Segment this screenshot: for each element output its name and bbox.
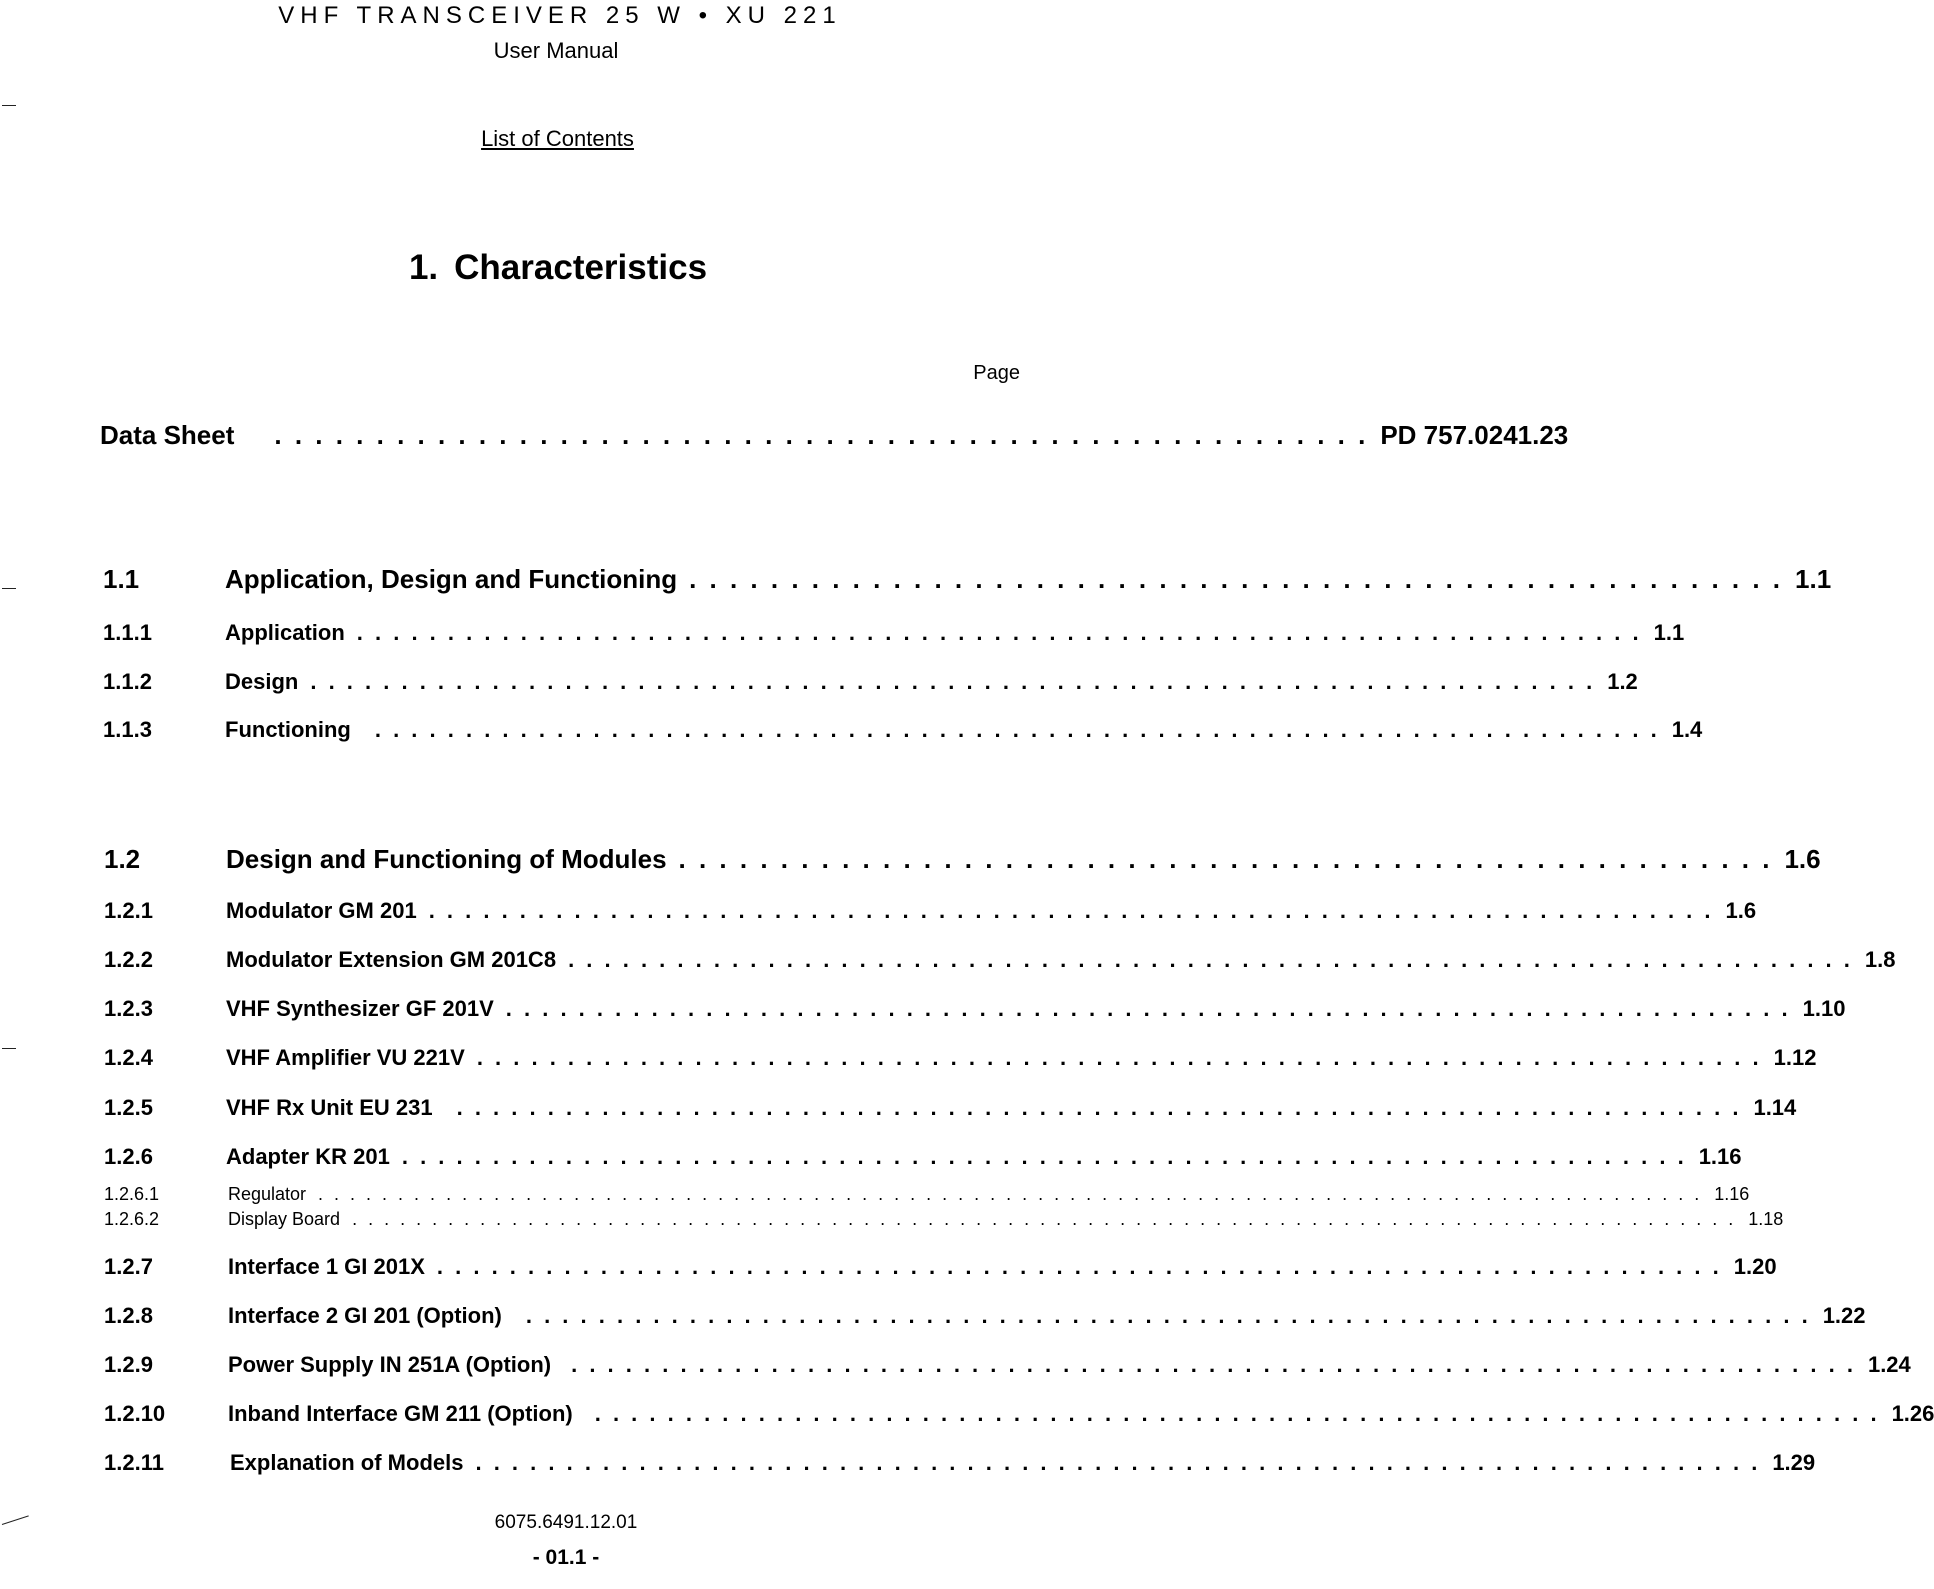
toc-label: Data Sheet xyxy=(100,420,235,450)
chapter-heading xyxy=(0,248,1116,288)
toc-page: 1.2 xyxy=(1607,669,1638,694)
toc-label: VHF Amplifier VU 221V xyxy=(226,1045,465,1070)
toc-number: 1.2.10 xyxy=(104,1401,166,1426)
toc-row xyxy=(104,1401,1934,1431)
toc-leader-dots: . . . . . . . . . . . . . . . . . . . . . . . . . . . . . . . . . . . . . . . . . . . . . . . . . . . . . . . . . . . . . . . . . . . . . . . xyxy=(356,620,1642,645)
toc-number: 1.1.1 xyxy=(103,620,152,645)
toc-label: Interface 2 GI 201 (Option) xyxy=(228,1303,502,1328)
toc-number: 1.2 xyxy=(104,844,141,874)
toc-label: Regulator xyxy=(228,1184,307,1204)
toc-page: 1.6 xyxy=(1725,898,1757,923)
toc-leader-dots: . . . . . . . . . . . . . . . . . . . . . . . . . . . . . . . . . . . . . . . . . . . . . . . . . . . . . . xyxy=(678,844,1773,874)
toc-number: 1.2.1 xyxy=(104,898,153,923)
toc-page: 1.20 xyxy=(1733,1254,1777,1279)
toc-row xyxy=(104,1209,1784,1231)
toc-number: 1.1.3 xyxy=(103,717,152,742)
toc-page: 1.6 xyxy=(1784,844,1821,874)
toc-label: Modulator Extension GM 201C8 xyxy=(226,947,557,972)
toc-leader-dots: . . . . . . . . . . . . . . . . . . . . . . . . . . . . . . . . . . . . . . . . . . . . . . . . . . . . . . . . . . . . . . . . . . . . . . . xyxy=(594,1401,1880,1426)
toc-row xyxy=(104,1184,1750,1206)
toc-number: 1.2.2 xyxy=(104,947,153,972)
toc-label: Application xyxy=(225,620,345,645)
toc-number: 1.2.6.2 xyxy=(104,1209,160,1229)
toc-leader-dots: . . . . . . . . . . . . . . . . . . . . . . . . . . . . . . . . . . . . . . . . . . . . . . . . . . . . . . . . . . . . . . . . . . . . . . . xyxy=(428,898,1714,923)
toc-leader-dots: . . . . . . . . . . . . . . . . . . . . . . . . . . . . . . . . . . . . . . . . . . . . . . . . . . . . . . . . . . . . . . . . . . . . . . . xyxy=(476,1045,1762,1070)
toc-page: PD 757.0241.23 xyxy=(1380,420,1569,450)
toc-label: Display Board xyxy=(228,1209,341,1229)
toc-row xyxy=(104,1045,1817,1075)
list-of-contents-heading: List of Contents xyxy=(481,126,634,151)
toc-page: 1.10 xyxy=(1802,996,1846,1021)
toc-number: 1.2.8 xyxy=(104,1303,153,1328)
toc-leader-dots: . . . . . . . . . . . . . . . . . . . . . . . . . . . . . . . . . . . . . . . . . . . . . . . . . . . . . . . . . . . . . . . . . . . . . . . xyxy=(436,1254,1722,1279)
toc-page: 1.22 xyxy=(1822,1303,1866,1328)
toc-leader-dots: . . . . . . . . . . . . . . . . . . . . . . . . . . . . . . . . . . . . . . . . . . . . . . . . . . . . . . xyxy=(274,420,1369,450)
toc-number: 1.2.4 xyxy=(104,1045,153,1070)
toc-page: 1.29 xyxy=(1772,1450,1816,1475)
margin-mark xyxy=(2,588,16,589)
toc-row xyxy=(104,898,1757,928)
toc-leader-dots: . . . . . . . . . . . . . . . . . . . . . . . . . . . . . . . . . . . . . . . . . . . . . . . . . . . . . . . . . . . . . . . . . . . . . . . xyxy=(374,717,1660,742)
toc-page: 1.16 xyxy=(1714,1184,1750,1204)
toc-leader-dots: . . . . . . . . . . . . . . . . . . . . . . . . . . . . . . . . . . . . . . . . . . . . . . . . . . . . . . . . . . . . . . . . . . . . . . . . . . . . . . . . . . . . . . . xyxy=(318,1184,1703,1204)
chapter-title: Characteristics xyxy=(454,248,708,287)
toc-page: 1.26 xyxy=(1891,1401,1934,1426)
toc-row xyxy=(104,1095,1797,1125)
toc-row xyxy=(104,947,1896,977)
toc-leader-dots: . . . . . . . . . . . . . . . . . . . . . . . . . . . . . . . . . . . . . . . . . . . . . . . . . . . . . . . . . . . . . . . . . . . . . . . xyxy=(568,947,1853,972)
toc-number: 1.1 xyxy=(103,564,140,594)
toc-label: Design xyxy=(225,669,299,694)
toc-page: 1.1 xyxy=(1795,564,1832,594)
toc-number: 1.2.6 xyxy=(104,1144,153,1169)
page-column-label: Page xyxy=(973,362,1020,384)
toc-label: Functioning xyxy=(225,717,351,742)
toc-label: VHF Synthesizer GF 201V xyxy=(226,996,494,1021)
toc-number: 1.2.7 xyxy=(104,1254,153,1279)
toc-row xyxy=(104,844,1821,874)
toc-leader-dots: . . . . . . . . . . . . . . . . . . . . . . . . . . . . . . . . . . . . . . . . . . . . . . . . . . . . . . . . . . . . . . . . . . . . . . . xyxy=(571,1352,1856,1377)
toc-row xyxy=(104,1450,1816,1480)
toc-row xyxy=(103,620,1685,650)
toc-number: 1.2.9 xyxy=(104,1352,153,1377)
toc-page: 1.8 xyxy=(1864,947,1896,972)
chapter-number: 1. xyxy=(408,248,439,287)
toc-leader-dots: . . . . . . . . . . . . . . . . . . . . . . . . . . . . . . . . . . . . . . . . . . . . . . . . . . . . . . . . . . . . . . . . . . . . . . . xyxy=(456,1095,1742,1120)
toc-page: 1.14 xyxy=(1753,1095,1797,1120)
toc-row xyxy=(104,1303,1866,1333)
toc-row xyxy=(103,717,1703,747)
toc-number: 1.2.5 xyxy=(104,1095,153,1120)
toc-label: Modulator GM 201 xyxy=(226,898,417,923)
toc-label: Power Supply IN 251A (Option) xyxy=(228,1352,552,1377)
toc-leader-dots: . . . . . . . . . . . . . . . . . . . . . . . . . . . . . . . . . . . . . . . . . . . . . . . . . . . . . . . . . . . . . . . . . . . . . . . xyxy=(525,1303,1811,1328)
page-number: - 01.1 - xyxy=(532,1546,600,1569)
toc-page: 1.16 xyxy=(1698,1144,1742,1169)
toc-label: Adapter KR 201 xyxy=(226,1144,390,1169)
toc-leader-dots: . . . . . . . . . . . . . . . . . . . . . . . . . . . . . . . . . . . . . . . . . . . . . . . . . . . . . . . . . . . . . . . . . . . . . . . xyxy=(475,1450,1761,1475)
toc-page: 1.12 xyxy=(1773,1045,1817,1070)
toc-leader-dots: . . . . . . . . . . . . . . . . . . . . . . . . . . . . . . . . . . . . . . . . . . . . . . . . . . . . . . . . . . . . . . . . . . . . . . . . . . . . . . . . . . . . . . . xyxy=(352,1209,1737,1229)
toc-leader-dots: . . . . . . . . . . . . . . . . . . . . . . . . . . . . . . . . . . . . . . . . . . . . . . . . . . . . . . . . . . . . . . . . . . . . . . . xyxy=(505,996,1791,1021)
document-title: VHF TRANSCEIVER 25 W • XU 221 xyxy=(278,2,842,29)
toc-page: 1.18 xyxy=(1748,1209,1784,1229)
toc-label: Design and Functioning of Modules xyxy=(226,844,667,874)
toc-label: Inband Interface GM 211 (Option) xyxy=(228,1401,573,1426)
toc-row xyxy=(103,564,1832,594)
toc-label: Interface 1 GI 201X xyxy=(228,1254,425,1279)
toc-number: 1.2.6.1 xyxy=(104,1184,160,1204)
toc-number: 1.1.2 xyxy=(103,669,152,694)
toc-row xyxy=(104,1254,1777,1284)
toc-page: 1.24 xyxy=(1867,1352,1911,1377)
toc-row xyxy=(104,1352,1911,1382)
toc-page: 1.1 xyxy=(1653,620,1685,645)
toc-page: 1.4 xyxy=(1671,717,1703,742)
toc-row xyxy=(104,1144,1742,1174)
toc-label: Explanation of Models xyxy=(230,1450,464,1475)
toc-number: 1.2.3 xyxy=(104,996,153,1021)
toc-label: Application, Design and Functioning xyxy=(225,564,678,594)
toc-leader-dots: . . . . . . . . . . . . . . . . . . . . . . . . . . . . . . . . . . . . . . . . . . . . . . . . . . . . . . . . . . . . . . . . . . . . . . . xyxy=(310,669,1596,694)
toc-row xyxy=(103,669,1638,699)
toc-number: 1.2.11 xyxy=(104,1450,164,1475)
document-subtitle: User Manual xyxy=(493,38,619,63)
toc-leader-dots: . . . . . . . . . . . . . . . . . . . . . . . . . . . . . . . . . . . . . . . . . . . . . . . . . . . . . . . . . . . . . . . . . . . . . . . xyxy=(401,1144,1687,1169)
toc-row-data-sheet xyxy=(100,420,1569,450)
margin-mark xyxy=(2,1048,16,1049)
margin-mark xyxy=(2,105,16,106)
toc-leader-dots: . . . . . . . . . . . . . . . . . . . . . . . . . . . . . . . . . . . . . . . . . . . . . . . . . . . . . . xyxy=(689,564,1784,594)
document-code: 6075.6491.12.01 xyxy=(494,1512,638,1533)
toc-row xyxy=(104,996,1846,1026)
toc-label: VHF Rx Unit EU 231 xyxy=(226,1095,433,1120)
